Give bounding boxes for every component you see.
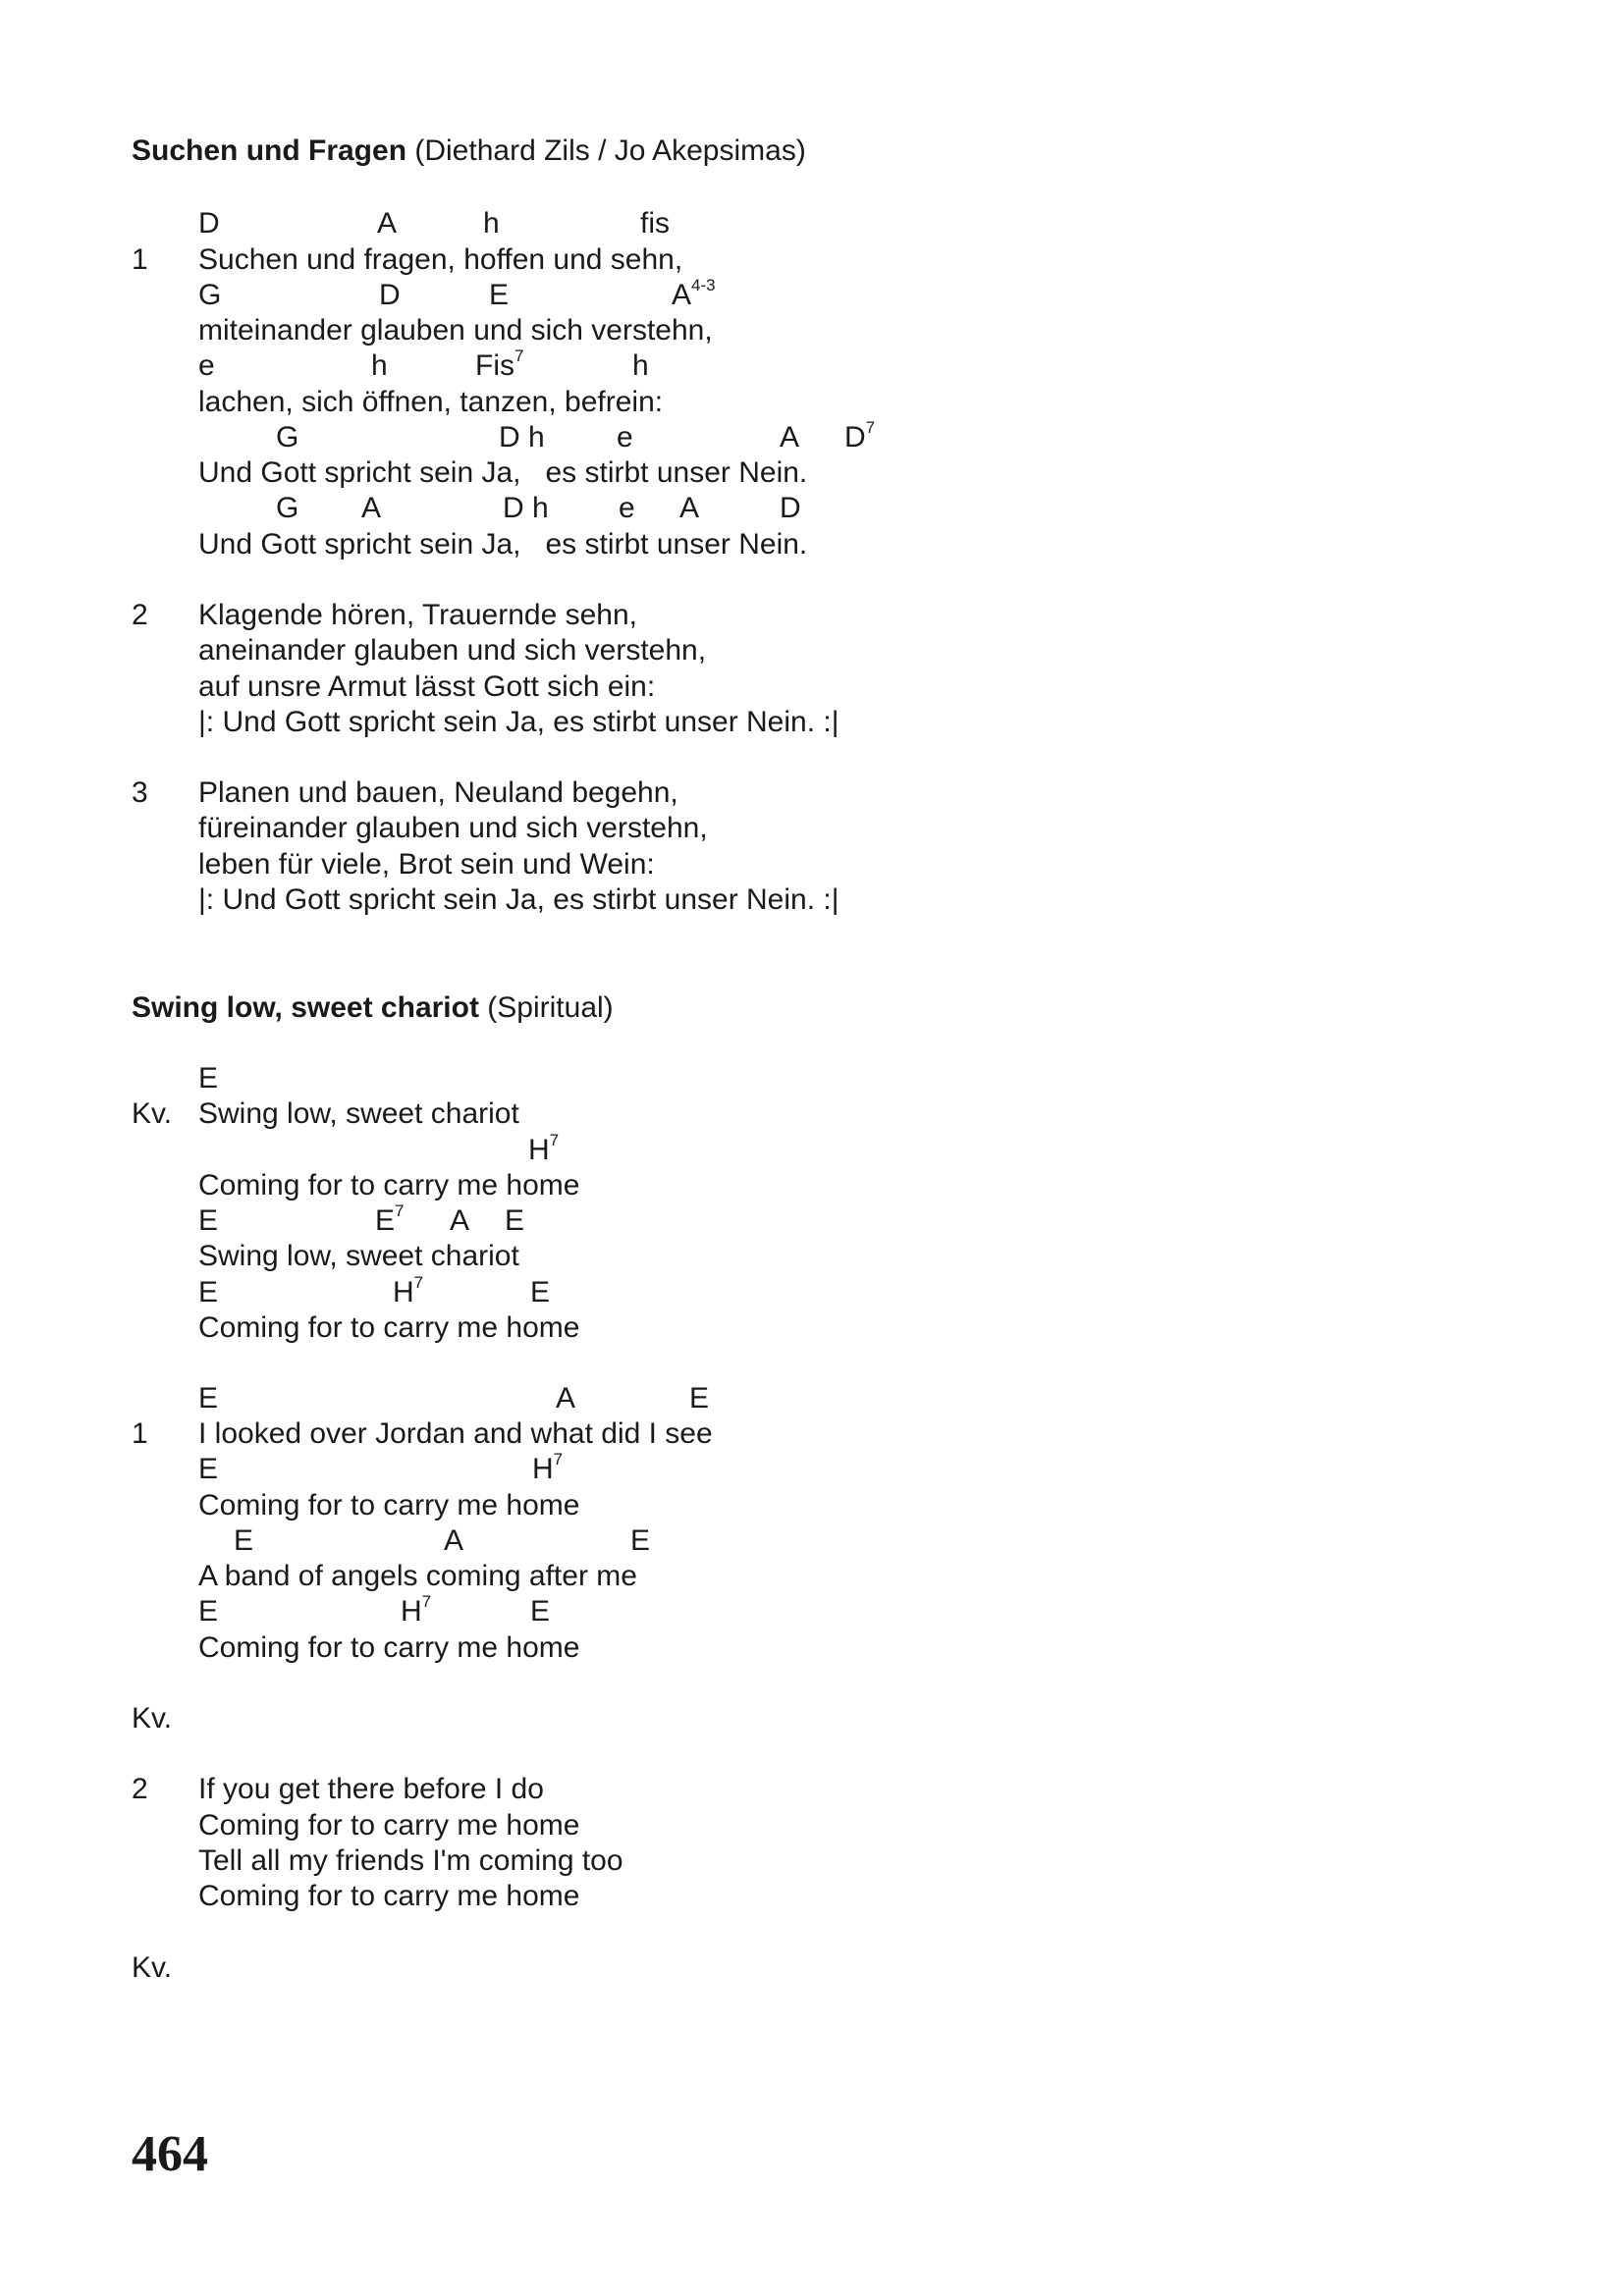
chord: E [198, 1595, 219, 1628]
song-credit: (Diethard Zils / Jo Akepsimas) [406, 134, 806, 167]
stanza-number: 2 [132, 599, 148, 631]
chord: D [198, 207, 220, 240]
chord-root: D [844, 421, 866, 454]
chord: E [630, 1524, 651, 1557]
chord [672, 276, 716, 311]
lyric-line: Coming for to carry me home [198, 1880, 580, 1912]
chord-root: A [672, 279, 692, 311]
chord: G [276, 421, 299, 454]
chord: e [198, 349, 215, 382]
chord: h [371, 349, 388, 382]
song-title [132, 991, 614, 1025]
chord: A [556, 1382, 576, 1415]
chord: G [276, 492, 299, 524]
lyric-line: Tell all my friends I'm coming too [198, 1844, 623, 1877]
chord-superscript: 7 [549, 1131, 560, 1149]
lyric-line: Swing low, sweet chariot [198, 1240, 519, 1272]
chord: fis [640, 207, 670, 240]
lyric-line: I looked over Jordan and what did I see [198, 1417, 713, 1450]
lyric-line: If you get there before I do [198, 1773, 544, 1805]
chord: e [617, 421, 633, 454]
chord: A [377, 207, 398, 240]
chord: G [198, 279, 222, 311]
chord-root: E [375, 1204, 396, 1237]
chord: D h [503, 492, 549, 524]
chord [475, 347, 524, 382]
chord-superscript: 4-3 [691, 276, 716, 294]
chord: A [780, 421, 800, 454]
chord-superscript: 7 [514, 347, 524, 365]
chord: E [689, 1382, 710, 1415]
chord-root: Fis [475, 349, 514, 382]
refrain-marker: Kv. [132, 1951, 173, 1984]
chord [844, 418, 876, 454]
chord: E [530, 1276, 551, 1308]
lyric-line: Coming for to carry me home [198, 1169, 580, 1201]
lyric-line: Und Gott spricht sein Ja, es stirbt unser Nein. [198, 456, 808, 489]
chord: E [505, 1204, 525, 1237]
chord: E [198, 1382, 219, 1415]
chord-superscript: 7 [421, 1592, 432, 1611]
lyric-line: A band of angels coming after me [198, 1560, 637, 1592]
chord-superscript: 7 [413, 1273, 424, 1292]
lyric-line: füreinander glauben und sich verstehn, [198, 812, 708, 844]
lyric-line: aneinander glauben und sich verstehn, [198, 634, 707, 667]
chord: A [444, 1524, 464, 1557]
chord: E [198, 1453, 219, 1485]
stanza-number: 2 [132, 1773, 148, 1805]
chord-superscript: 7 [865, 418, 876, 437]
chord [375, 1201, 405, 1237]
stanza-number: Kv. [132, 1097, 173, 1130]
song-credit: (Spiritual) [478, 991, 614, 1024]
lyric-line: |: Und Gott spricht sein Ja, es stirbt unser Nein. :| [198, 883, 839, 916]
lyric-line: Und Gott spricht sein Ja, es stirbt unser Nein. [198, 528, 808, 561]
chord: E [198, 1276, 219, 1308]
chord-root: H [401, 1595, 422, 1628]
lyric-line: Coming for to carry me home [198, 1311, 580, 1344]
song-title [132, 134, 806, 168]
chord: e [619, 492, 635, 524]
chord-superscript: 7 [553, 1450, 564, 1468]
lyric-line: leben für viele, Brot sein und Wein: [198, 848, 655, 881]
lyric-line: Coming for to carry me home [198, 1809, 580, 1842]
chord-root: H [528, 1134, 550, 1166]
lyric-line: |: Und Gott spricht sein Ja, es stirbt unser Nein. :| [198, 706, 839, 738]
refrain-marker: Kv. [132, 1702, 173, 1735]
chord: E [530, 1595, 551, 1628]
stanza-number: 1 [132, 243, 148, 276]
lyric-line: Coming for to carry me home [198, 1631, 580, 1664]
lyric-line: miteinander glauben und sich verstehn, [198, 314, 713, 347]
chord: h [632, 349, 649, 382]
chord: D [780, 492, 801, 524]
lyric-line: Coming for to carry me home [198, 1489, 580, 1522]
lyric-line: Klagende hören, Trauernde sehn, [198, 599, 637, 631]
chord: E [234, 1524, 254, 1557]
chord: A [679, 492, 700, 524]
chord: E [198, 1062, 219, 1095]
chord-root: H [393, 1276, 414, 1308]
lyric-line: Planen und bauen, Neuland begehn, [198, 776, 678, 809]
chord-root: H [532, 1453, 554, 1485]
stanza-number: 1 [132, 1417, 148, 1450]
chord [393, 1273, 424, 1308]
chord: A [450, 1204, 470, 1237]
lyric-line: lachen, sich öffnen, tanzen, befrein: [198, 386, 664, 418]
chord [401, 1592, 432, 1628]
page-number: 464 [132, 2126, 208, 2182]
chord: E [198, 1204, 219, 1237]
chord [528, 1131, 560, 1166]
chord: E [489, 279, 510, 311]
lyric-line: Swing low, sweet chariot [198, 1097, 519, 1130]
lyric-line: Suchen und fragen, hoffen und sehn, [198, 243, 683, 276]
chord [532, 1450, 564, 1485]
chord: h [483, 207, 500, 240]
chord-superscript: 7 [395, 1201, 405, 1220]
chord: D [379, 279, 401, 311]
lyric-line: auf unsre Armut lässt Gott sich ein: [198, 670, 656, 703]
chord: D h [499, 421, 545, 454]
stanza-number: 3 [132, 776, 148, 809]
song-name: Suchen und Fragen [132, 134, 407, 167]
chord: A [361, 492, 382, 524]
song-name: Swing low, sweet chariot [132, 991, 479, 1024]
